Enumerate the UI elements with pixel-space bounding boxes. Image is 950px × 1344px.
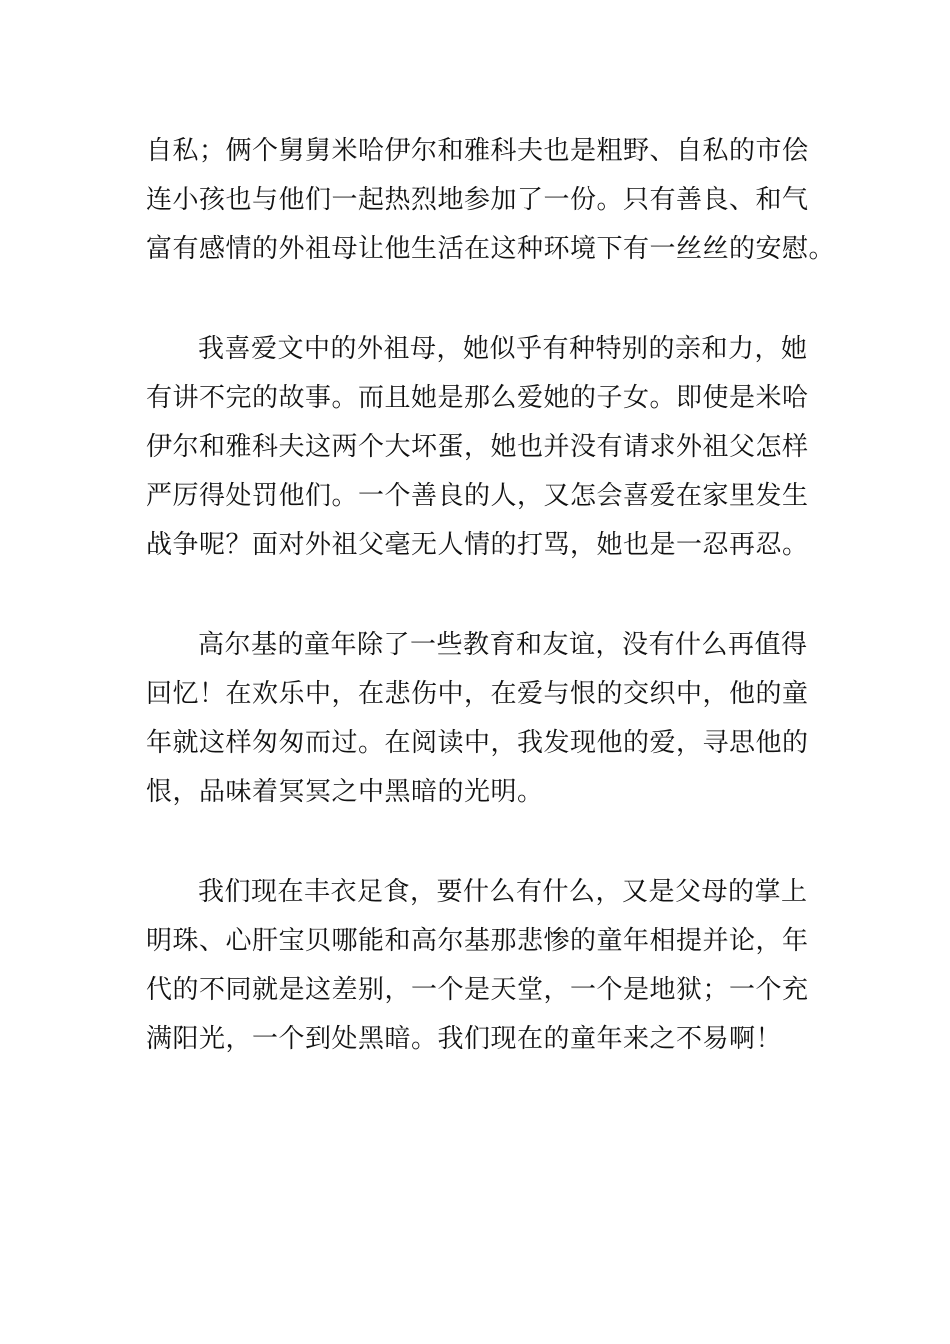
paragraph-2-line-5: 战争呢？面对外祖父毫无人情的打骂，她也是一忍再忍。 [146,530,809,560]
paragraph-4-line-2: 明珠、心肝宝贝哪能和高尔基那悲惨的童年相提并论，年 [146,926,809,956]
paragraph-1-line-1: 自私；俩个舅舅米哈伊尔和雅科夫也是粗野、自私的市侩 [146,136,809,166]
paragraph-3-line-2: 回忆！在欢乐中，在悲伤中，在爱与恨的交织中，他的童 [146,679,809,709]
paragraph-2-line-3: 伊尔和雅科夫这两个大坏蛋，她也并没有请求外祖父怎样 [146,432,809,462]
paragraph-4-line-4: 满阳光，一个到处黑暗。我们现在的童年来之不易啊！ [146,1024,783,1054]
paragraph-2-line-2: 有讲不完的故事。而且她是那么爱她的子女。即使是米哈 [146,383,809,413]
paragraph-3-line-3: 年就这样匆匆而过。在阅读中，我发现他的爱，寻思他的 [146,728,809,758]
paragraph-4-line-3: 代的不同就是这差别，一个是天堂，一个是地狱；一个充 [146,975,809,1005]
paragraph-2-line-4: 严厉得处罚他们。一个善良的人，又怎会喜爱在家里发生 [146,481,809,511]
paragraph-4-line-1: 我们现在丰衣足食，要什么有什么，又是父母的掌上 [198,877,808,907]
paragraph-1-line-3: 富有感情的外祖母让他生活在这种环境下有一丝丝的安慰。 [146,234,836,264]
paragraph-3-line-1: 高尔基的童年除了一些教育和友谊，没有什么再值得 [198,630,808,660]
paragraph-3-line-4: 恨，品味着冥冥之中黑暗的光明。 [146,777,544,807]
paragraph-2-line-1: 我喜爱文中的外祖母，她似乎有种特别的亲和力，她 [198,334,808,364]
paragraph-1-line-2: 连小孩也与他们一起热烈地参加了一份。只有善良、和气 [146,185,809,215]
